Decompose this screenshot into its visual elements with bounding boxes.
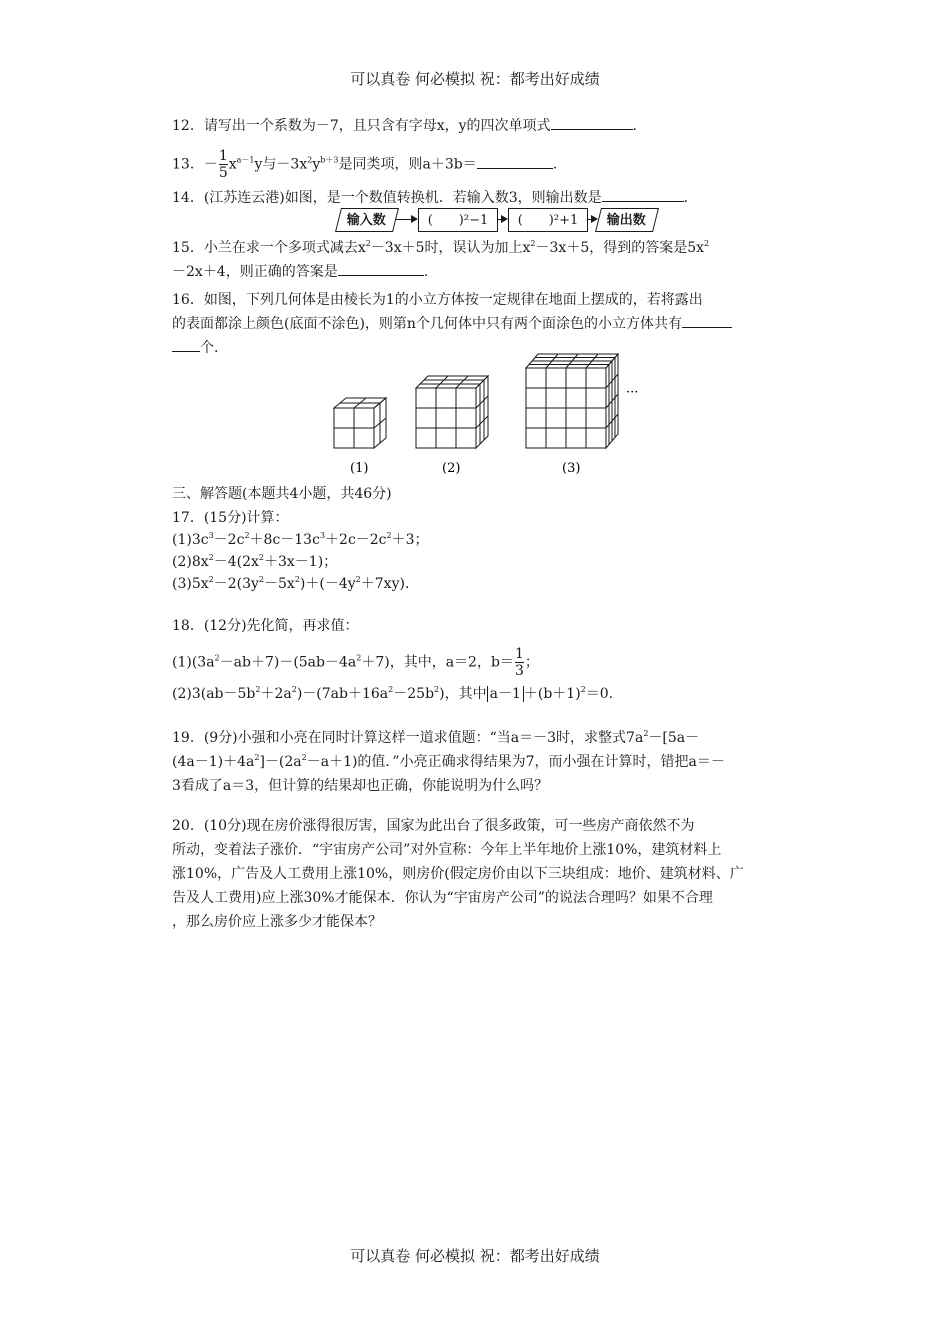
figure-label-3: (3) (562, 461, 581, 476)
question-20-line-3: 涨10%，广告及人工费用上涨10%，则房价(假定房价由以下三块组成：地价、建筑材料、广 (172, 866, 744, 882)
question-16-line-1: 16．如图，下列几何体是由棱长为1的小立方体按一定规律在地面上摆成的，若将露出 (172, 292, 703, 308)
answer-blank (551, 116, 633, 130)
arrow (588, 219, 596, 220)
question-20-line-5: ，那么房价应上涨多少才能保本？ (172, 914, 382, 930)
question-18-title: 18．(12分)先化简，再求值： (172, 618, 359, 634)
page-footer: 可以真卷 何必模拟 祝：都考出好成绩 (350, 1247, 600, 1265)
section-3-heading: 三、解答题(本题共4小题，共46分) (172, 486, 392, 502)
question-12: 12．请写出一个系数为－7，且只含有字母x，y的四次单项式 . (172, 118, 637, 134)
cube-stack-figure (330, 348, 670, 478)
cube-figure-2 (416, 376, 488, 448)
question-20-line-2: 所动，变着法子涨价．“宇宙房产公司”对外宣称：今年上半年地价上涨10%，建筑材料上 (172, 842, 722, 858)
question-19-line-2: $(4a-1)+4a^2]-(2a^2-a+1)$的值．”小亮正确求得结果为7，而小强在计算时，错把a＝－ (172, 753, 725, 770)
absolute-value: a－1 (487, 686, 524, 702)
arrow (498, 219, 506, 220)
fraction: $\frac{1}{3}$ (514, 646, 524, 679)
ellipsis: ··· (626, 385, 639, 400)
question-19-line-3: 3看成了a＝3，但计算的结果却也正确，你能说明为什么吗？ (172, 778, 549, 794)
answer-blank (172, 338, 200, 352)
question-20-line-4: 告及人工费用)应上涨30%才能保本．你认为“宇宙房产公司”的说法合理吗？如果不合理 (172, 890, 713, 906)
question-17-part-2: $(2)8x^2-4(2x^2+3x-1)$； (172, 553, 338, 570)
input-box: 输入数 (335, 208, 399, 232)
question-20-line-1: 20．(10分)现在房价涨得很厉害，国家为此出台了很多政策，可一些房产商依然不为 (172, 818, 695, 834)
question-17-title: 17．(15分)计算： (172, 510, 289, 526)
question-15-line-2: －2x＋4，则正确的答案是 . (172, 264, 429, 280)
cube-figure-3 (526, 354, 618, 448)
question-16-line-3: 个． (172, 338, 228, 358)
cube-figure-1 (334, 398, 386, 448)
question-19-line-1: 19．(9分)小强和小亮在同时计算这样一道求值题：“当a＝－3时，求整式$7a^2-[5a-$ (172, 729, 700, 746)
square-plus-one-box: ( )²+1 (508, 208, 588, 232)
question-16-line-2: 的表面都涂上颜色(底面不涂色)，则第n个几何体中只有两个面涂色的小立方体共有 (172, 314, 732, 334)
question-14: 14．(江苏连云港)如图，是一个数值转换机．若输入数3，则输出数是 . (172, 190, 689, 206)
answer-blank (338, 262, 424, 276)
page-header: 可以真卷 何必模拟 祝：都考出好成绩 (350, 70, 600, 88)
figure-label-2: (2) (442, 461, 461, 476)
question-18-part-1: $(1)(3a^2-ab+7)-(5ab-4a^2+7)$，其中，a＝2，b＝ $\frac{1}{3}$ ； (172, 646, 539, 679)
question-13: 13．－ $\frac{1}{5}$ $x^{a-1}y$与$-3x^2y^{b+3}$是同类项，则a＋3b＝ . (172, 148, 558, 181)
question-18-part-2: $(2)3(ab-5b^2+2a^2)-(7ab+16a^2-25b^2)$，其中 $a-1 +(b+1)^2=0$. (172, 685, 614, 702)
question-17-part-1: $(1)3c^3-2c^2+8c-13c^3+2c-2c^2+3$； (172, 531, 429, 548)
question-17-part-3: $(3)5x^2-2(3y^2-5x^2)+(-4y^2+7xy)$． (172, 575, 419, 592)
square-minus-one-box: ( )²−1 (418, 208, 498, 232)
arrow (396, 219, 416, 220)
output-box: 输出数 (595, 208, 659, 232)
answer-blank (477, 155, 553, 169)
answer-blank (682, 314, 732, 328)
fraction: $\frac{1}{5}$ (218, 148, 228, 181)
answer-blank (602, 188, 684, 202)
figure-label-1: (1) (350, 461, 369, 476)
question-15-line-1: 15．小兰在求一个多项式减去$x^2-3x+5$时，误认为加上$x^2-3x+5$，得到的答案是$5x^2$ (172, 239, 710, 256)
